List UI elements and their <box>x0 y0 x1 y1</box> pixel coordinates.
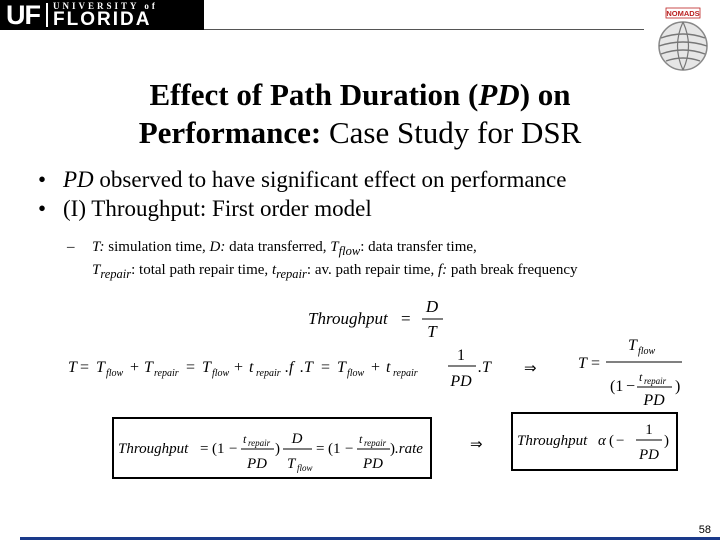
svg-text:D: D <box>291 431 303 447</box>
svg-text:T: T <box>202 359 211 376</box>
svg-text:Throughput: Throughput <box>517 433 588 449</box>
svg-text:T: T <box>628 337 637 354</box>
svg-text:t: t <box>639 370 643 384</box>
bullet-item: • PD observed to have significant effect on performance <box>38 167 567 192</box>
svg-text:PD: PD <box>450 373 472 390</box>
svg-text:): ) <box>275 441 280 457</box>
equation-throughput-def <box>308 297 443 341</box>
svg-text:D: D <box>425 297 439 316</box>
svg-text:T: T <box>68 359 77 376</box>
logo-university-text: UNIVERSITY of <box>53 1 158 11</box>
implies-arrow-icon: ⇒ <box>524 361 537 377</box>
svg-text:.T: .T <box>300 359 313 376</box>
svg-text:repair: repair <box>644 376 667 386</box>
svg-text:repair: repair <box>256 368 281 379</box>
svg-text:.f: .f <box>285 359 294 376</box>
svg-text:+: + <box>234 359 244 376</box>
equation-proportionality <box>517 422 669 463</box>
svg-text:=: = <box>80 359 90 376</box>
svg-text:T: T <box>337 359 346 376</box>
svg-text:): ) <box>675 378 681 395</box>
dash-icon: – <box>67 239 75 255</box>
svg-text:PD: PD <box>639 447 659 463</box>
svg-text:(1: (1 <box>328 441 341 457</box>
svg-text:t: t <box>249 359 254 376</box>
svg-text:T: T <box>287 456 296 472</box>
svg-text:PD: PD <box>643 392 665 409</box>
svg-text:−: − <box>626 378 636 395</box>
svg-text:−: − <box>229 441 238 457</box>
svg-text:(1: (1 <box>212 441 225 457</box>
svg-text:repair: repair <box>154 368 179 379</box>
svg-text:PD: PD <box>247 456 267 472</box>
svg-text:=: = <box>200 441 209 457</box>
implies-arrow-icon: ⇒ <box>470 437 483 453</box>
svg-text:1: 1 <box>457 347 465 364</box>
svg-text:T: T <box>578 355 587 372</box>
svg-text:flow: flow <box>347 368 365 379</box>
svg-text:PD: PD <box>363 456 383 472</box>
nomads-logo-text: NOMADS <box>666 9 700 18</box>
equation-total-time <box>578 337 682 409</box>
page-number: 58 <box>698 524 711 536</box>
svg-text:T: T <box>96 359 105 376</box>
svg-text:Throughput: Throughput <box>308 309 388 328</box>
bullet-icon: • <box>38 196 47 221</box>
svg-text:repair: repair <box>248 438 271 448</box>
svg-text:Throughput: Throughput <box>118 441 189 457</box>
svg-text:=: = <box>321 359 331 376</box>
uf-logo-mark: UF <box>6 0 40 30</box>
svg-text:.T: .T <box>478 359 491 376</box>
svg-text:t: t <box>359 432 363 446</box>
sub-bullet-definitions: – T: simulation time, D: data transferred, $T_{flow}$: data transfer time, $T_{repair}$: total path repair time, $t_{repair}$: av. path repair time, f: path break frequency <box>67 239 578 281</box>
svg-text:repair: repair <box>364 438 387 448</box>
svg-text:): ) <box>664 433 669 449</box>
svg-text:=: = <box>401 309 411 328</box>
svg-text:flow: flow <box>638 346 656 357</box>
svg-text:−: − <box>616 433 625 449</box>
svg-text:.rate: .rate <box>395 441 423 457</box>
svg-text:t: t <box>386 359 391 376</box>
svg-text:T: T <box>144 359 153 376</box>
bullet-icon: • <box>38 167 47 192</box>
svg-text:(: ( <box>609 433 614 449</box>
svg-text:t: t <box>243 432 247 446</box>
svg-text:(1: (1 <box>610 378 624 395</box>
slide-title: Effect of Path Duration (PD) on Performance: Case Study for DSR <box>138 77 582 150</box>
svg-text:flow: flow <box>106 368 124 379</box>
svg-text:T: T <box>427 322 437 341</box>
svg-text:+: + <box>371 359 381 376</box>
svg-text:repair: repair <box>393 368 418 379</box>
svg-text:=: = <box>186 359 196 376</box>
svg-text:+: + <box>130 359 140 376</box>
svg-text:1: 1 <box>645 422 653 438</box>
equation-time-decomposition <box>68 347 492 390</box>
logo-florida-text: FLORIDA <box>53 9 152 30</box>
svg-text:=: = <box>316 441 325 457</box>
equation-throughput-model <box>118 431 423 473</box>
svg-text:=: = <box>591 355 601 372</box>
svg-text:): ) <box>390 441 395 457</box>
svg-text:flow: flow <box>297 463 313 473</box>
svg-text:flow: flow <box>212 368 230 379</box>
svg-text:−: − <box>345 441 354 457</box>
bullet-item: • (I) Throughput: First order model <box>38 196 372 221</box>
svg-text:α: α <box>598 433 606 449</box>
